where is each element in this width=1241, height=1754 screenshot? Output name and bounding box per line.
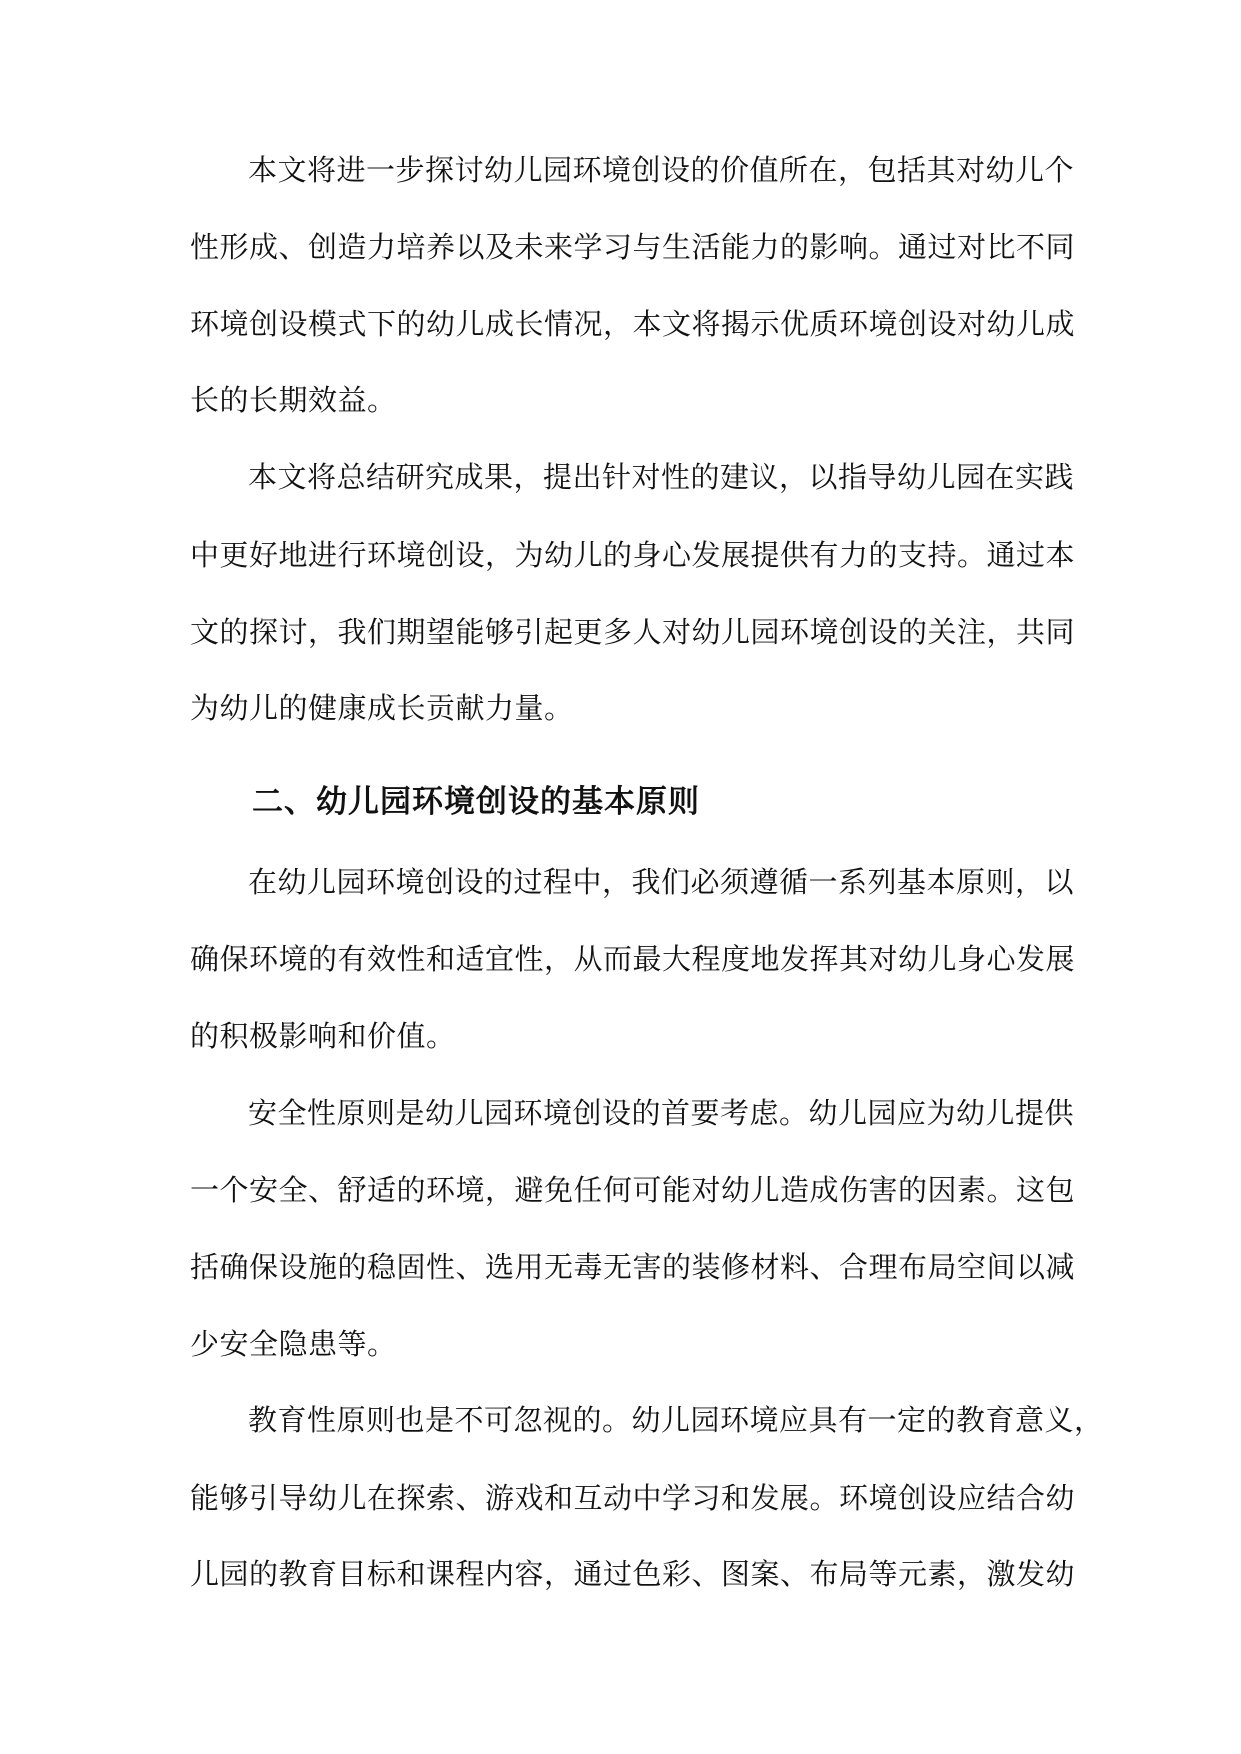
paragraph-line: 教育性原则也是不可忽视的。幼儿园环境应具有一定的教育意义， [248,1403,1104,1437]
paragraph-line: 在幼儿园环境创设的过程中，我们必须遵循一系列基本原则，以 [248,865,1075,899]
paragraph-line: 能够引导幼儿在探索、游戏和互动中学习和发展。环境创设应结合幼 [190,1481,1076,1515]
paragraph-line: 括确保设施的稳固性、选用无毒无害的装修材料、合理布局空间以减 [190,1250,1076,1284]
paragraph-line: 儿园的教育目标和课程内容，通过色彩、图案、布局等元素，激发幼 [190,1557,1076,1591]
paragraph-line: 环境创设模式下的幼儿成长情况，本文将揭示优质环境创设对幼儿成 [190,307,1076,341]
paragraph-line: 文的探讨，我们期望能够引起更多人对幼儿园环境创设的关注，共同 [190,615,1076,649]
section-heading: 二、幼儿园环境创设的基本原则 [252,784,700,820]
paragraph-line: 中更好地进行环境创设，为幼儿的身心发展提供有力的支持。通过本 [190,538,1076,572]
paragraph-line: 的积极影响和价值。 [190,1019,456,1053]
paragraph-line: 性形成、创造力培养以及未来学习与生活能力的影响。通过对比不同 [190,230,1076,264]
paragraph-line: 本文将进一步探讨幼儿园环境创设的价值所在，包括其对幼儿个 [248,153,1075,187]
paragraph-line: 少安全隐患等。 [190,1327,397,1361]
paragraph-line: 为幼儿的健康成长贡献力量。 [190,691,574,725]
paragraph-line: 一个安全、舒适的环境，避免任何可能对幼儿造成伤害的因素。这包 [190,1173,1076,1207]
paragraph-line: 确保环境的有效性和适宜性，从而最大程度地发挥其对幼儿身心发展 [190,942,1076,976]
paragraph-line: 长的长期效益。 [190,383,397,417]
paragraph-line: 安全性原则是幼儿园环境创设的首要考虑。幼儿园应为幼儿提供 [248,1096,1075,1130]
paragraph-line: 本文将总结研究成果，提出针对性的建议，以指导幼儿园在实践 [248,460,1075,494]
